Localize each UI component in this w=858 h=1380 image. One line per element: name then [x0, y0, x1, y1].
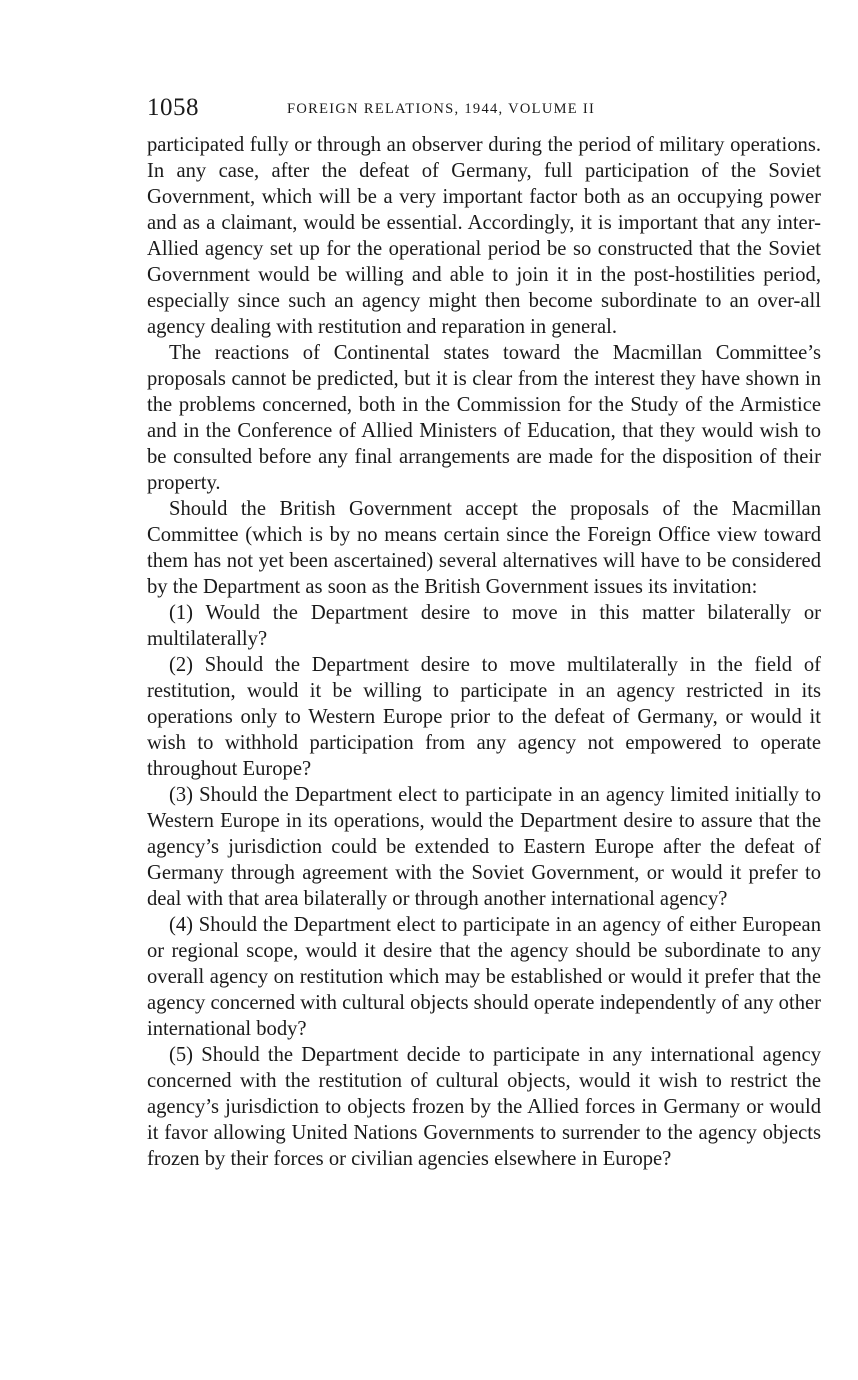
question-3: (3) Should the Department elect to participate in an agency limited initially to Western Europe in its operations, would the Department desire to assure that the agency’s jurisdiction could be extended to Eastern Europe after the defeat of Germany through agreement with the Soviet Government, or would it prefer to deal with that area bilaterally or through another international agency?: [147, 784, 821, 910]
question-5: (5) Should the Department decide to participate in any international agency concerned with the restitution of cultural objects, would it wish to restrict the agency’s jurisdiction to objects frozen by the Allied forces in Germany or would it favor allowing United Nations Governments to surrender to the agency objects frozen by their forces or civilian agencies elsewhere in Europe?: [147, 1044, 821, 1170]
page-header: [147, 92, 821, 132]
question-4: (4) Should the Department elect to participate in an agency of either European or regional scope, would it desire that the agency should be subordinate to any overall agency on restitution which may be established or would it prefer that the agency concerned with cultural objects should operate independently of any other international body?: [147, 914, 821, 1040]
paragraph-continental-states: The reactions of Continental states toward the Macmillan Committee’s proposals cannot be predicted, but it is clear from the interest they have shown in the problems concerned, both in the Commission for the Study of the Armistice and in the Conference of Allied Ministers of Education, that they would wish to be consulted before any final arrangements are made for the disposition of their property.: [147, 342, 821, 494]
running-head: FOREIGN RELATIONS, 1944, VOLUME II: [287, 101, 596, 117]
question-2: (2) Should the Department desire to move multilaterally in the field of restitution, would it be willing to participate in an agency restricted in its operations only to Western Europe prior to the defeat of Germany, or would it wish to withhold participation from any agency not empowered to operate throughout Europe?: [147, 654, 821, 780]
page-number: 1058: [147, 94, 199, 121]
document-body: [147, 132, 821, 1172]
question-1: (1) Would the Department desire to move in this matter bilaterally or multilaterally?: [147, 602, 821, 650]
paragraph-british-government: Should the British Government accept the proposals of the Macmillan Committee (which is by no means certain since the Foreign Office view toward them has not yet been ascertained) several alternatives will have to be considered by the Department as soon as the British Government issues its invitation:: [147, 498, 821, 598]
paragraph-continuation: participated fully or through an observer during the period of military operations. In any case, after the defeat of Germany, full participation of the Soviet Government, which will be a very important factor both as an occupying power and as a claimant, would be essential. Accordingly, it is important that any inter-Allied agency set up for the operational period be so constructed that the Soviet Government would be willing and able to join it in the post-hostilities period, especially since such an agency might then become subordinate to an over-all agency dealing with restitution and reparation in general.: [147, 134, 821, 338]
document-page: [147, 92, 821, 1172]
